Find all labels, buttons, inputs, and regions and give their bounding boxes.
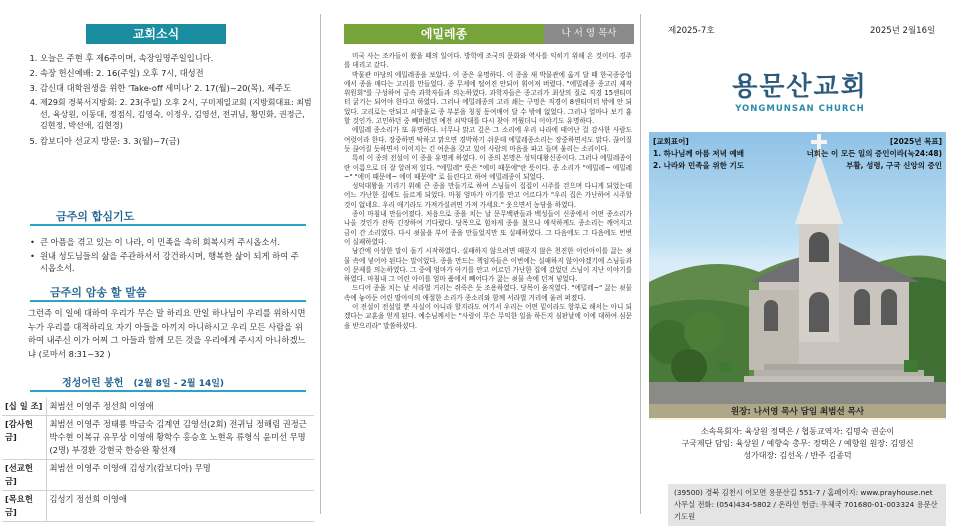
table-row xyxy=(2,491,314,522)
table-row xyxy=(2,416,314,460)
staff-line: 소속목회자: 육상원 정택은 / 협동교역자: 김명숙 권순이 xyxy=(700,427,895,436)
table-row xyxy=(2,398,314,416)
news-item: 4. 제29회 경북서지방회: 2. 23(주일) 오후 2시, 구미제일교회 (지방회대표: 최범선, 육상원, 이동대, 정점식, 김영숙, 이정우, 김영선, 전귀님, 황민화, 권정근, 김현정, 박선애, 김현경) xyxy=(40,97,314,132)
offering-table xyxy=(2,398,314,522)
year-goal-label: [2025년 목표] xyxy=(889,137,942,146)
news-item: 1. 오늘은 주현 후 제6주이며, 속장임명주일입니다. xyxy=(40,52,314,64)
offering-label: [감사헌금] xyxy=(2,416,46,460)
essay-paragraph: 박물관 마당의 에밀레종을 보았다. 이 종은 유명하다. 이 종을 새 박물관에 옮겨 달 때 한국종중업에서 종을 매다는 고리를 만들었다. 종 무게에 떨어진 안되어 휘어져 버렸다. "에밀레종 종고리 제작위원회"를 구성하여 금속 과학자들과 의논하였다. 과학자들은 종고리가 최상의 질로 직경 15센티미터 굵기는 되어야 한다고 하였다. 그러나 에밀레종의 고리 쇄는 구멍은 직경이 8센티미터 밖에 안 되었다. 고리로는 안되고 쇠방울로 종 부분을 칭칭 동여매어 달 수 밖에 없었다. 그러나 얼마나 보기 흉할 것인가. 고민하던 중 빼버렸던 예전 쇠막대를 다시 찾아 끼웠더니 이야기도 유명하다. xyxy=(344,70,632,126)
issue-number: 제2025-7호 xyxy=(668,26,715,36)
news-item: 2. 속장 헌신예배: 2. 16(주일) 오후 7시, 대성전 xyxy=(40,67,314,79)
pastor-caption: 원장: 나서영 목사 담임 최범선 목사 xyxy=(730,407,865,417)
essay-paragraph: 에밀레 종소리가 또 유명하다. 너무나 맑고 깊은 그 소리에 우리 나라에 태어난 걸 감사한 사람도 여럿이라 한다. 장중하면 탁하고 맑으면 경박하기 쉬운데 에밀레종소리는 장중하면서도 맑다. 끊어질 듯 끊어질 듯하면서 이어지는 긴 여운을 갖고 있어 사람의 마음을 파고 들며 울리는 소리이다. xyxy=(344,126,632,153)
address-box xyxy=(668,484,946,526)
offering-names: 김성기 정선희 이영애 xyxy=(46,491,314,522)
motto-line: 1. 하나님께 아름 저녁 예배 xyxy=(653,149,744,158)
staff-line: 구국제단 담임: 육상원 / 예향숙 총무: 정택은 / 예향원 원장: 김영신 xyxy=(681,439,914,448)
news-item: 5. 캄보디아 선교지 방문: 3. 3(월)~7(금) xyxy=(40,135,314,147)
motto-label: [교회표어] xyxy=(653,137,689,146)
offering-names: 최범선 이영주 정선희 이영애 xyxy=(46,398,314,416)
prayer-list xyxy=(30,236,306,276)
prayer-underline xyxy=(30,224,306,226)
prayer-item: • 큰 아픔을 겪고 있는 이 나라, 이 민족을 속히 회복시켜 주시옵소서. xyxy=(30,236,306,248)
motto-line: 2. 나라와 민족을 위한 기도 xyxy=(653,161,744,170)
news-item: 3. 감신대 대학원생을 위한 'Take-off 세미나' 2. 17(월)~20(목), 제주도 xyxy=(40,82,314,94)
offering-names: 최범선 이영주 이영애 김성기(캄보디아) 무명 xyxy=(46,460,314,491)
offering-label: [목요헌금] xyxy=(2,491,46,522)
prayer-item: • 원내 성도님들의 삶을 주관하셔서 강건하시며, 행복한 삶이 되게 하여 주시옵소서. xyxy=(30,250,306,274)
essay-header xyxy=(344,24,634,44)
year-goal-block xyxy=(807,136,942,172)
church-name-en: YONGMUNSAN CHURCH xyxy=(735,104,865,114)
church-illustration xyxy=(649,132,946,418)
column-news xyxy=(0,0,320,528)
prayer-title: 금주의 합심기도 xyxy=(56,210,135,223)
contact-line: 사무실 전화: (054)434-5802 / 온라인 헌금: 우체국 701680-01-003324 용문산기도원 xyxy=(674,500,938,521)
verse-underline xyxy=(30,300,306,302)
church-name: 용문산교회 xyxy=(732,72,868,102)
news-title-bar xyxy=(86,24,226,44)
church-photo xyxy=(649,132,946,418)
essay-paragraph: 드디어 종을 치는 날 서라벌 거리는 쥐죽은 듯 조용하였다. 당목이 움직였다. "에밀레~" 끓는 쇳물 속에 놓아둔 어린 딸아이의 애절한 소리가 종소리와 함께 서라벌 거리에 울려 퍼졌다. xyxy=(344,284,632,302)
offering-label: [십 일 조] xyxy=(2,398,46,416)
essay-body xyxy=(344,52,632,331)
news-list xyxy=(24,52,314,150)
staff-list xyxy=(649,426,946,462)
offering-names: 최범선 이영주 정태룡 박금숙 김계연 김영선(2회) 전귀님 정해림 권정근 박수현 이복규 유무상 이영애 황학수 홍승호 노현옥 류형식 윤미선 무명(2명) 부경환 강현국 한승완 황선재 xyxy=(46,416,314,460)
news-title: 교회소식 xyxy=(132,27,180,41)
essay-title: 에밀레종 xyxy=(344,24,544,44)
essay-paragraph: 미국 사는 조카들이 왔을 때의 일이다. 방학에 조국의 문화와 역사를 익히기 위해 온 것이다. 경주를 데리고 갔다. xyxy=(344,52,632,70)
year-goal-line: 너희는 이 모든 일의 증인이라(눅24:48) xyxy=(806,149,942,158)
staff-line: 성가대장: 김선옥 / 반주 김종덕 xyxy=(743,451,852,460)
offering-label: [선교헌금] xyxy=(2,460,46,491)
issue-date: 2025년 2월16일 xyxy=(870,26,936,36)
essay-paragraph: 이 전설이 전설일 뿐 사실이 아니라 할지라도 여기서 우리는 어떤 밑이라도 항부로 해서는 아니 되겠다는 교훈을 얻게 된다. 예수님께서는 "사랑이 무슨 무익한 일을 하든지 심판날에 이에 대하여 심문을 받으리라" 말씀하셨다. xyxy=(344,303,632,330)
offering-title-text: 정성어린 봉헌 xyxy=(62,378,124,389)
table-row xyxy=(2,460,314,491)
offering-title xyxy=(62,374,224,389)
address-line: (39500) 경북 김천시 어모면 용문산길 551-7 / 홈페이지: www.prayhouse.net xyxy=(674,488,933,497)
essay-paragraph: 특히 이 종의 전설이 이 종을 유명케 하였다. 이 종의 본명은 성덕대왕신종이다. 그러나 에밀레종이란 이름으로 더 잘 알려져 있다. "에밀레" 뜻은 "에미 때문에"란 뜻이다. 종 소리가 "에밀레~ 에밀레~" "에미 때문에~ 에미 때문에" 로 들린다고 하여 에밀레종이 되었다. xyxy=(344,154,632,181)
verse-title: 금주의 암송 할 말씀 xyxy=(50,286,147,299)
essay-paragraph: 종이 마침내 만들어졌다. 처음으로 종을 치는 날 문무백관들과 백성들이 신종에서 어떤 종소리가 나올 것인가 잔뜩 긴장하여 기다렸다. 당목으로 힘차게 종을 쳤으나 애석하게도 종소리는 깨어지고 금이 간 소리였다. 다시 쇳물을 부어 종을 만들었지만 또 실패하였다. 그 다음에도 그 다음에도 번번이 실패하였다. xyxy=(344,210,632,246)
offering-dates: (2월 8일 - 2월 14일) xyxy=(133,379,225,389)
essay-paragraph: 성덕대왕을 기리기 위해 큰 종을 만들기로 하여 스님들이 집집이 시주를 걷으며 다니게 되었는데 어느 가난한 집에도 들르게 되었다. 마침 엄마가 아기를 안고 어르다가 "우리 집은 가난하여 시주할 것이 없네요. 우리 애기라도 가져가실려면 가져 가세요." 웃으면서 농담을 하였다. xyxy=(344,182,632,209)
memory-verse: 그런즉 이 일에 대하여 우리가 무슨 말 하리요 만일 하나님이 우리를 위하시면 누가 우리를 대적하리요 자기 아들을 아끼지 아니하시고 우리 모든 사람을 위하여 내주신 이가 어찌 그 아들과 함께 모든 것을 우리에게 주시지 아니하겠느냐 (로마서 8:31~32 ) xyxy=(28,308,306,359)
offering-underline xyxy=(30,390,306,392)
essay-author: 나 서 영 목사 xyxy=(544,24,634,44)
motto-block xyxy=(653,136,744,172)
column-divider xyxy=(320,14,321,514)
year-goal-line: 부활, 성령, 구국 신앙의 증인 xyxy=(846,161,942,170)
essay-paragraph: 낭간에 이상한 말이 돌기 시작하였다. 실패하지 않으려면 때묻지 않은 천진한 어린아이를 끓는 쇳물 속에 넣어야 된다는 말이었다. 종을 만드는 책임자들은 이번에는 실패하지 않아야겠기에 스님들과 이 문제를 의논하였다. 그 중에 엄마가 아기를 안고 어르던 가난한 집에 갔었던 스님이 지난 이야기를 하였다. 마침내 그 어린 아이를 엄마 품에서 빼어다가 끓는 쇳물 속에 던져 넣었다. xyxy=(344,247,632,284)
